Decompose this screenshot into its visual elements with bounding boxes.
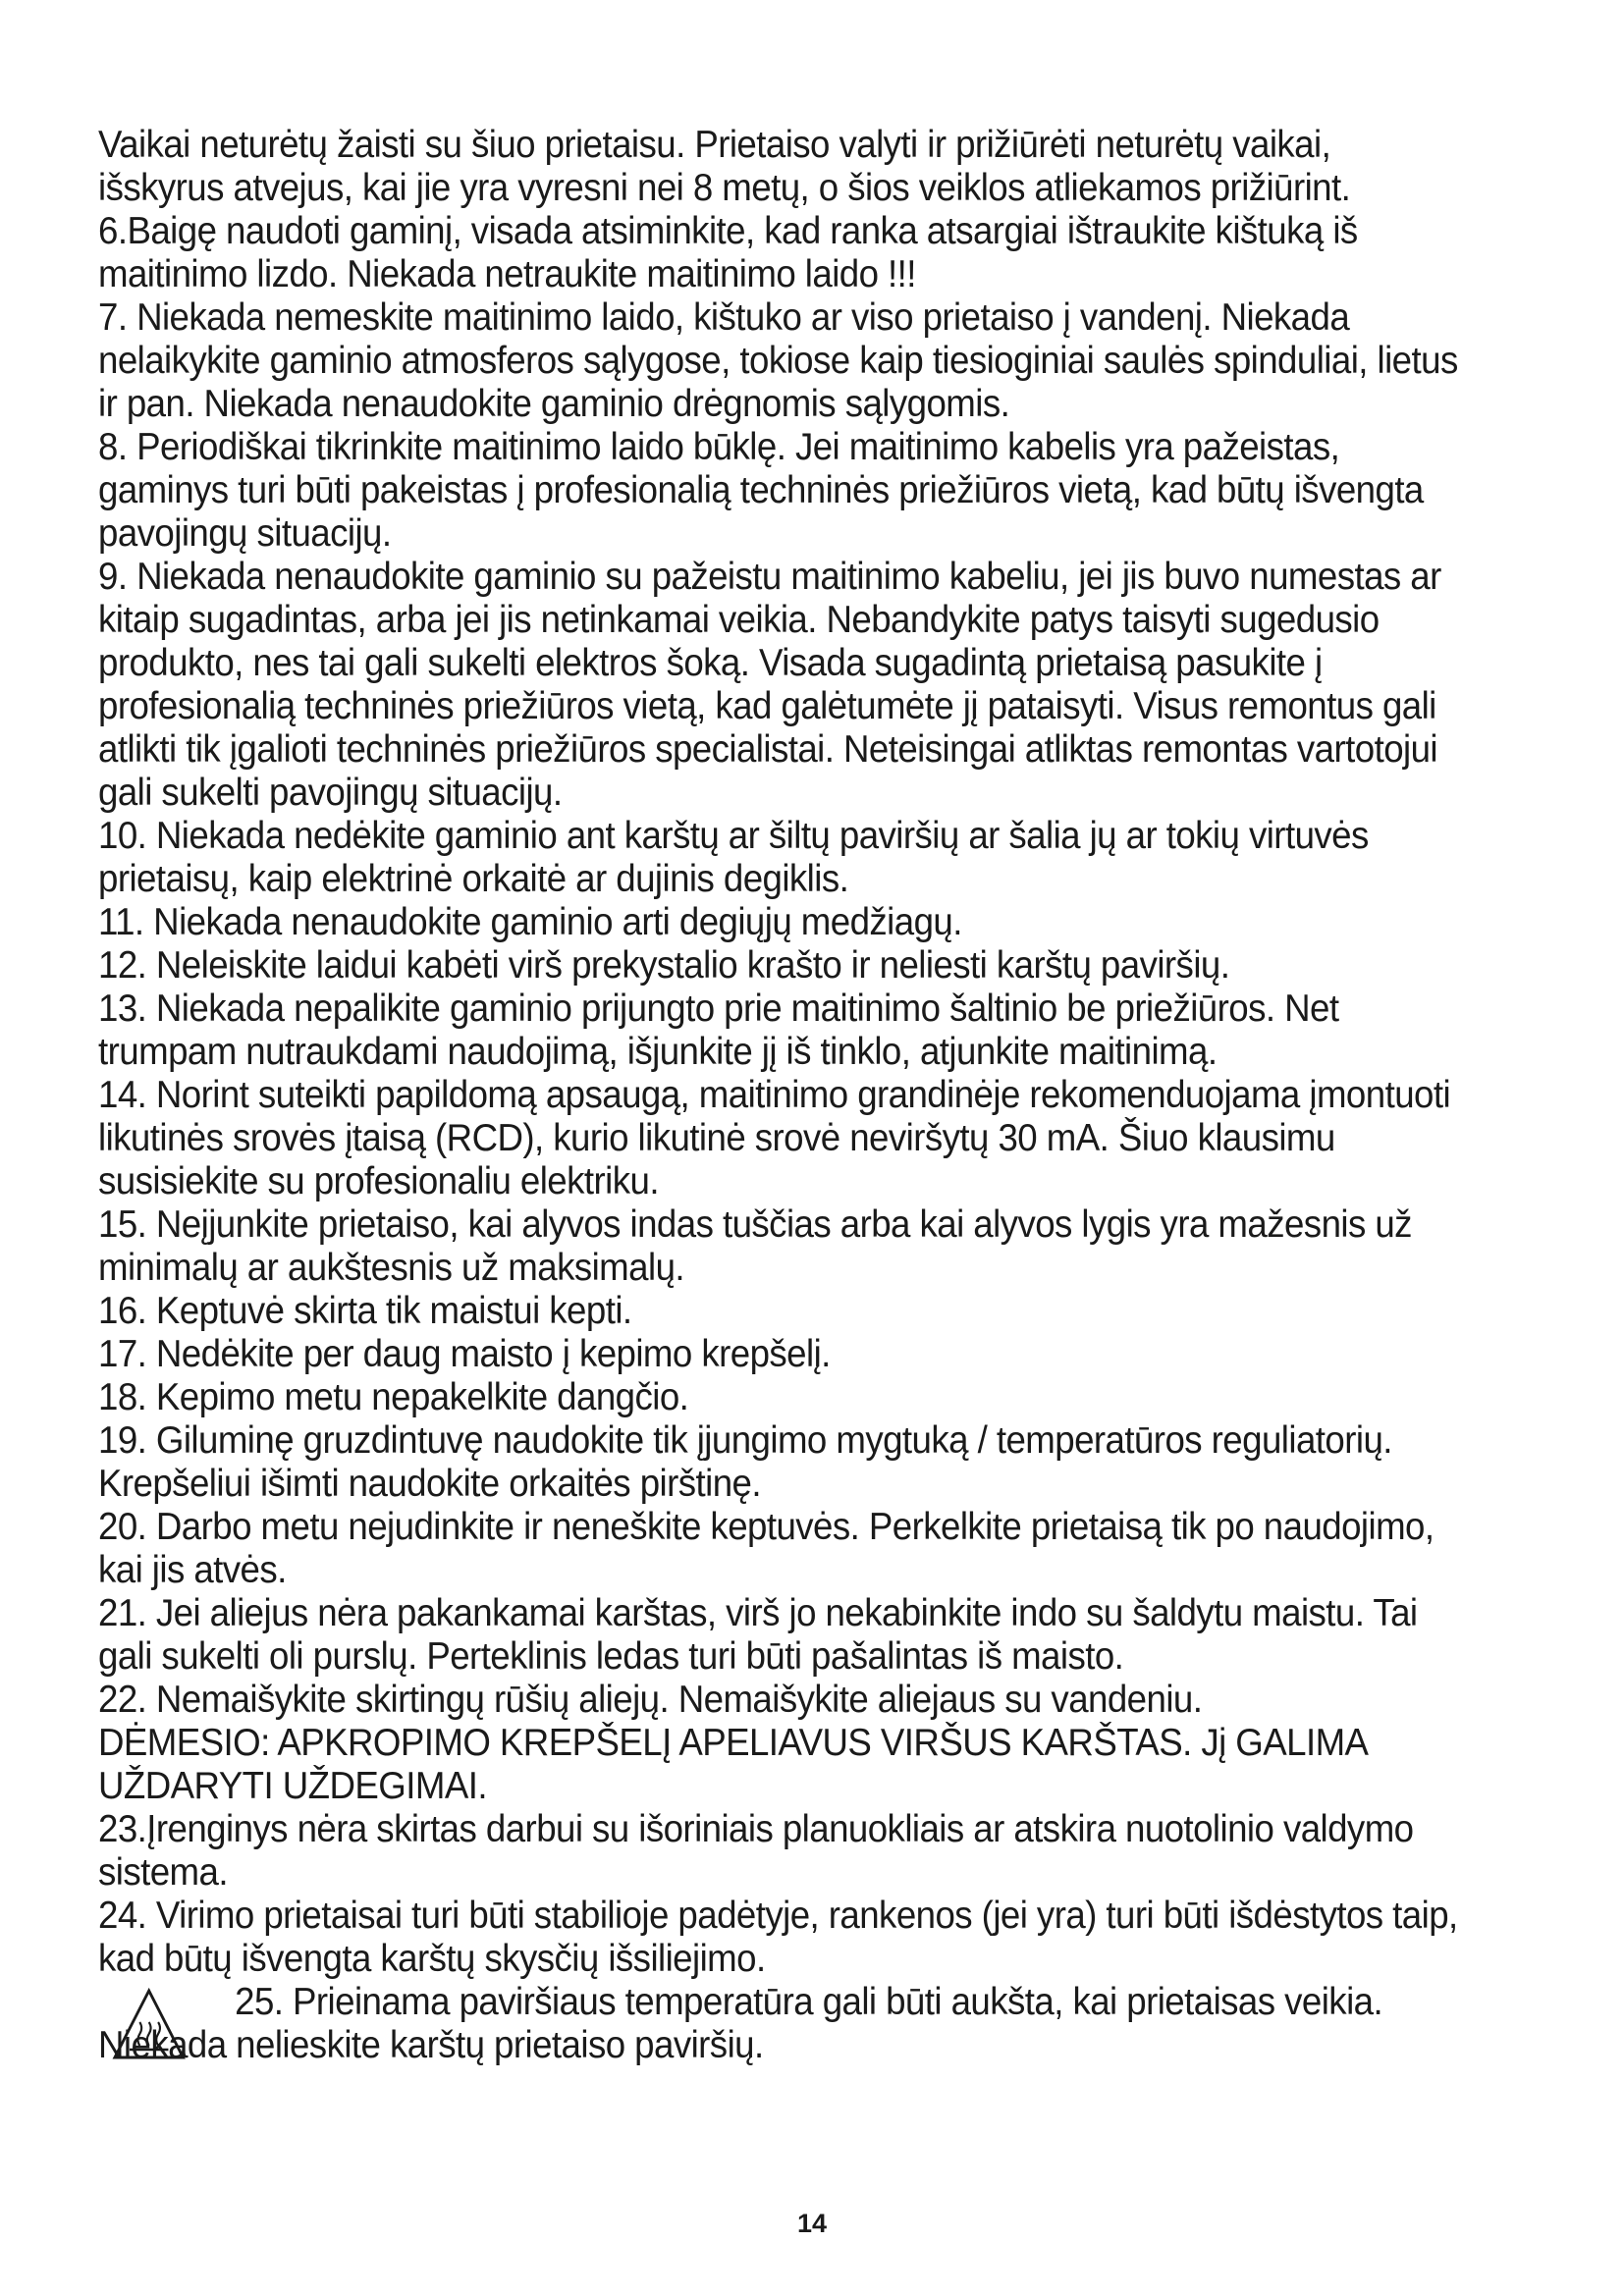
paragraph-25-line-1: 25. Prieinama paviršiaus temperatūra gali būti aukšta, kai prietaisas veikia. [235, 1981, 1383, 2023]
paragraph-23: 23.Įrenginys nėra skirtas darbui su išoriniais planuokliais ar atskira nuotolinio valdymo sistema. [98, 1808, 1414, 1894]
paragraph-18: 18. Kepimo metu nepakelkite dangčio. [98, 1376, 689, 1418]
paragraph-17: 17. Nedėkite per daug maisto į kepimo krepšelį. [98, 1333, 831, 1375]
hot-surface-warning-icon [111, 1987, 187, 2065]
paragraph-7: 7. Niekada nemeskite maitinimo laido, kištuko ar viso prietaiso į vandenį. Niekada nelaikykite gaminio atmosferos sąlygose, tokiose kaip tiesioginiai saulės spinduliai, lietus ir pan. Niekada nenaudokite gaminio drėgnomis sąlygomis. [98, 296, 1458, 425]
paragraph-25 [98, 1981, 1464, 2067]
paragraph-13: 13. Niekada nepalikite gaminio prijungto prie maitinimo šaltinio be priežiūros. Net trumpam nutraukdami naudojimą, išjunkite jį iš tinklo, atjunkite maitinimą. [98, 988, 1339, 1073]
paragraph-10: 10. Niekada nedėkite gaminio ant karštų ar šiltų paviršių ar šalia jų ar tokių virtuvės prietaisų, kaip elektrinė orkaitė ar dujinis degiklis. [98, 815, 1369, 900]
paragraph-20: 20. Darbo metu nejudinkite ir neneškite keptuvės. Perkelkite prietaisą tik po naudojimo, kai jis atvės. [98, 1506, 1435, 1591]
page-number: 14 [796, 2209, 828, 2238]
paragraph-24: 24. Virimo prietaisai turi būti stabilioje padėtyje, rankenos (jei yra) turi būti išdėstytos taip, kad būtų išvengta karštų skysčių išsiliejimo. [98, 1895, 1458, 1980]
paragraph-6: 6.Baigę naudoti gaminį, visada atsiminkite, kad ranka atsargiai ištraukite kištuką iš maitinimo lizdo. Niekada netraukite maitinimo laido !!! [98, 210, 1358, 295]
paragraph-14: 14. Norint suteikti papildomą apsaugą, maitinimo grandinėje rekomenduojama įmontuoti likutinės srovės įtaisą (RCD), kurio likutinė srovė neviršytų 30 mA. Šiuo klausimu susisiekite su profesionaliu elektriku. [98, 1074, 1451, 1202]
paragraph-21: 21. Jei aliejus nėra pakankamai karštas, virš jo nekabinkite indo su šaldytu maistu. Tai gali sukelti oli purslų. Perteklinis ledas turi būti pašalintas iš maisto. [98, 1592, 1418, 1678]
paragraph-16: 16. Keptuvė skirta tik maistui kepti. [98, 1290, 632, 1332]
paragraph-15: 15. Neįjunkite prietaiso, kai alyvos indas tuščias arba kai alyvos lygis yra mažesnis už minimalų ar aukštesnis už maksimalų. [98, 1203, 1412, 1289]
paragraph-8: 8. Periodiškai tikrinkite maitinimo laido būklę. Jei maitinimo kabelis yra pažeistas, gaminys turi būti pakeistas į profesionalią techninės priežiūros vietą, kad būtų išvengta pavojingų situacijų. [98, 426, 1424, 555]
paragraph-25-line-2: Niekada nelieskite karštų prietaiso paviršių. [98, 2024, 764, 2066]
paragraph-11: 11. Niekada nenaudokite gaminio arti degiųjų medžiagų. [98, 901, 962, 943]
paragraph-9: 9. Niekada nenaudokite gaminio su pažeistu maitinimo kabeliu, jei jis buvo numestas ar kitaip sugadintas, arba jei jis netinkamai veikia. Nebandykite patys taisyti sugedusio produkto, nes tai gali sukelti elektros šoką. Visada sugadintą prietaisą pasukite į profesionalią techninės priežiūros vietą, kad galėtumėte jį pataisyti. Visus remontus gali atlikti tik įgalioti techninės priežiūros specialistai. Neteisingai atliktas remontas vartotojui gali sukelti pavojingų situacijų. [98, 556, 1441, 814]
paragraph-22: 22. Nemaišykite skirtingų rūšių aliejų. Nemaišykite aliejaus su vandeniu. [98, 1679, 1203, 1721]
paragraph-attention: DĖMESIO: APKROPIMO KREPŠELĮ APELIAVUS VIRŠUS KARŠTAS. Jį GALIMA UŽDARYTI UŽDEGIMAI. [98, 1722, 1367, 1807]
paragraph-19: 19. Giluminę gruzdintuvę naudokite tik įjungimo mygtuką / temperatūros reguliatorių. Krepšeliui išimti naudokite orkaitės pirštinę. [98, 1419, 1392, 1505]
paragraph-12: 12. Neleiskite laidui kabėti virš prekystalio krašto ir neliesti karštų paviršių. [98, 944, 1230, 987]
document-body [98, 124, 1464, 2067]
paragraph-children-warning: Vaikai neturėtų žaisti su šiuo prietaisu. Prietaiso valyti ir prižiūrėti neturėtų vaikai, išskyrus atvejus, kai jie yra vyresni nei 8 metų, o šios veiklos atliekamos prižiūrint. [98, 124, 1351, 209]
